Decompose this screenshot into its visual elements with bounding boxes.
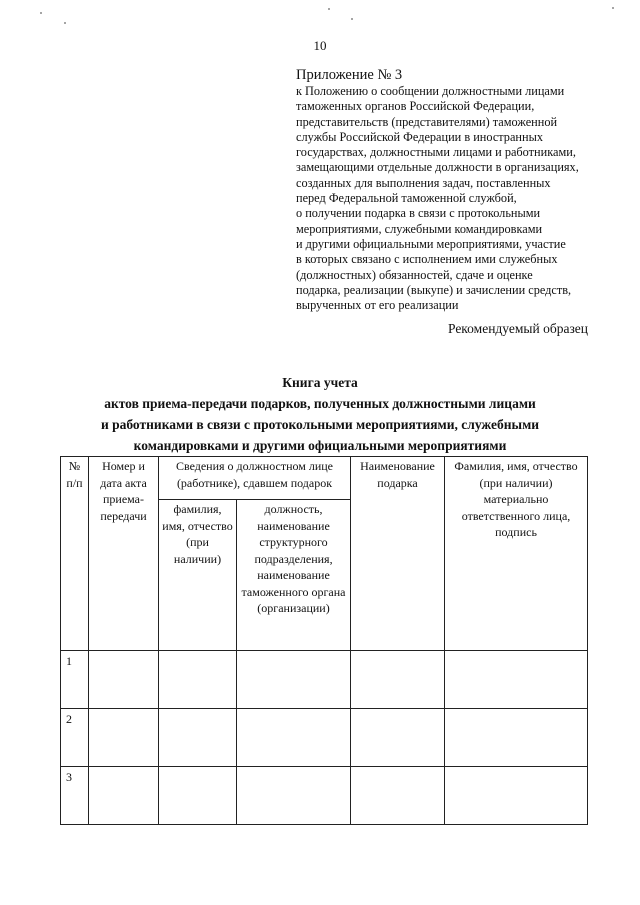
annex-line: в которых связано с исполнением ими служебных xyxy=(296,252,558,267)
table-row xyxy=(61,651,588,709)
row-number: 2 xyxy=(61,709,89,767)
table-cell xyxy=(351,709,445,767)
book-title-line: командировками и другими официальными мероприятиями xyxy=(133,438,507,453)
recommended-sample-label: Рекомендуемый образец xyxy=(447,321,588,336)
table-cell xyxy=(351,651,445,709)
table-cell xyxy=(159,709,237,767)
header-official-info: Сведения о должностном лице (работнике), сдавшем подарок xyxy=(159,457,351,500)
header-full-name: фамилия, имя, отчество (при наличии) xyxy=(159,500,237,651)
table-cell xyxy=(237,709,351,767)
annex-line: (должностных) обязанностей, сдаче и оценке xyxy=(296,267,533,282)
scan-speck xyxy=(612,7,614,9)
table-cell xyxy=(159,651,237,709)
table-cell xyxy=(237,767,351,825)
table-cell xyxy=(445,709,588,767)
book-title-line: и работниками в связи с протокольными мероприятиями, служебными xyxy=(100,417,540,432)
table-row xyxy=(61,767,588,825)
gift-ledger-table xyxy=(60,456,588,825)
annex-line: таможенных органов Российской Федерации, xyxy=(296,99,535,114)
scan-speck xyxy=(328,8,330,10)
annex-line: вырученных от его реализации xyxy=(296,298,459,313)
table-cell xyxy=(237,651,351,709)
annex-line: перед Федеральной таможенной службой, xyxy=(296,191,517,206)
table-cell xyxy=(445,651,588,709)
annex-title: Приложение № 3 xyxy=(296,67,403,83)
annex-line: представительств (представителями) таможенной xyxy=(296,114,558,129)
row-number: 1 xyxy=(61,651,89,709)
header-act: Номер и дата акта приема-передачи xyxy=(89,457,159,651)
annex-line: мероприятиями, служебными командировками xyxy=(296,221,543,236)
annex-line: подарка, реализации (выкупе) и зачислении средств, xyxy=(296,282,572,297)
table-cell xyxy=(89,651,159,709)
annex-line: замещающими отдельные должности в организациях, xyxy=(296,160,579,175)
header-responsible: Фамилия, имя, отчество (при наличии) материально ответственного лица, подпись xyxy=(445,457,588,651)
annex-line: созданных для выполнения задач, поставленных xyxy=(296,175,551,190)
table-row xyxy=(61,709,588,767)
annex-block xyxy=(296,66,596,313)
page-number: 10 xyxy=(313,38,327,53)
annex-line: к Положению о сообщении должностными лицами xyxy=(296,84,565,98)
annex-line: и другими официальными мероприятиями, участие xyxy=(296,236,566,251)
row-number: 3 xyxy=(61,767,89,825)
scan-speck xyxy=(64,22,66,24)
table-cell xyxy=(351,767,445,825)
book-title xyxy=(0,372,640,456)
table-cell xyxy=(445,767,588,825)
header-num: № п/п xyxy=(61,457,89,651)
table-header-row xyxy=(61,457,588,500)
header-position: должность, наименование структурного подразделения, наименование таможенного органа (организации) xyxy=(237,500,351,651)
book-title-line: Книга учета xyxy=(282,375,358,390)
book-title-line: актов приема-передачи подарков, полученных должностными лицами xyxy=(104,396,536,411)
annex-line: государствах, должностными лицами и работниками, xyxy=(296,145,576,160)
scan-speck xyxy=(40,12,42,14)
table-cell xyxy=(159,767,237,825)
annex-line: о получении подарка в связи с протокольными xyxy=(296,206,541,221)
table-cell xyxy=(89,767,159,825)
scan-speck xyxy=(351,18,353,20)
header-gift-name: Наименование подарка xyxy=(351,457,445,651)
annex-line: службы Российской Федерации в иностранных xyxy=(296,129,543,144)
table-cell xyxy=(89,709,159,767)
